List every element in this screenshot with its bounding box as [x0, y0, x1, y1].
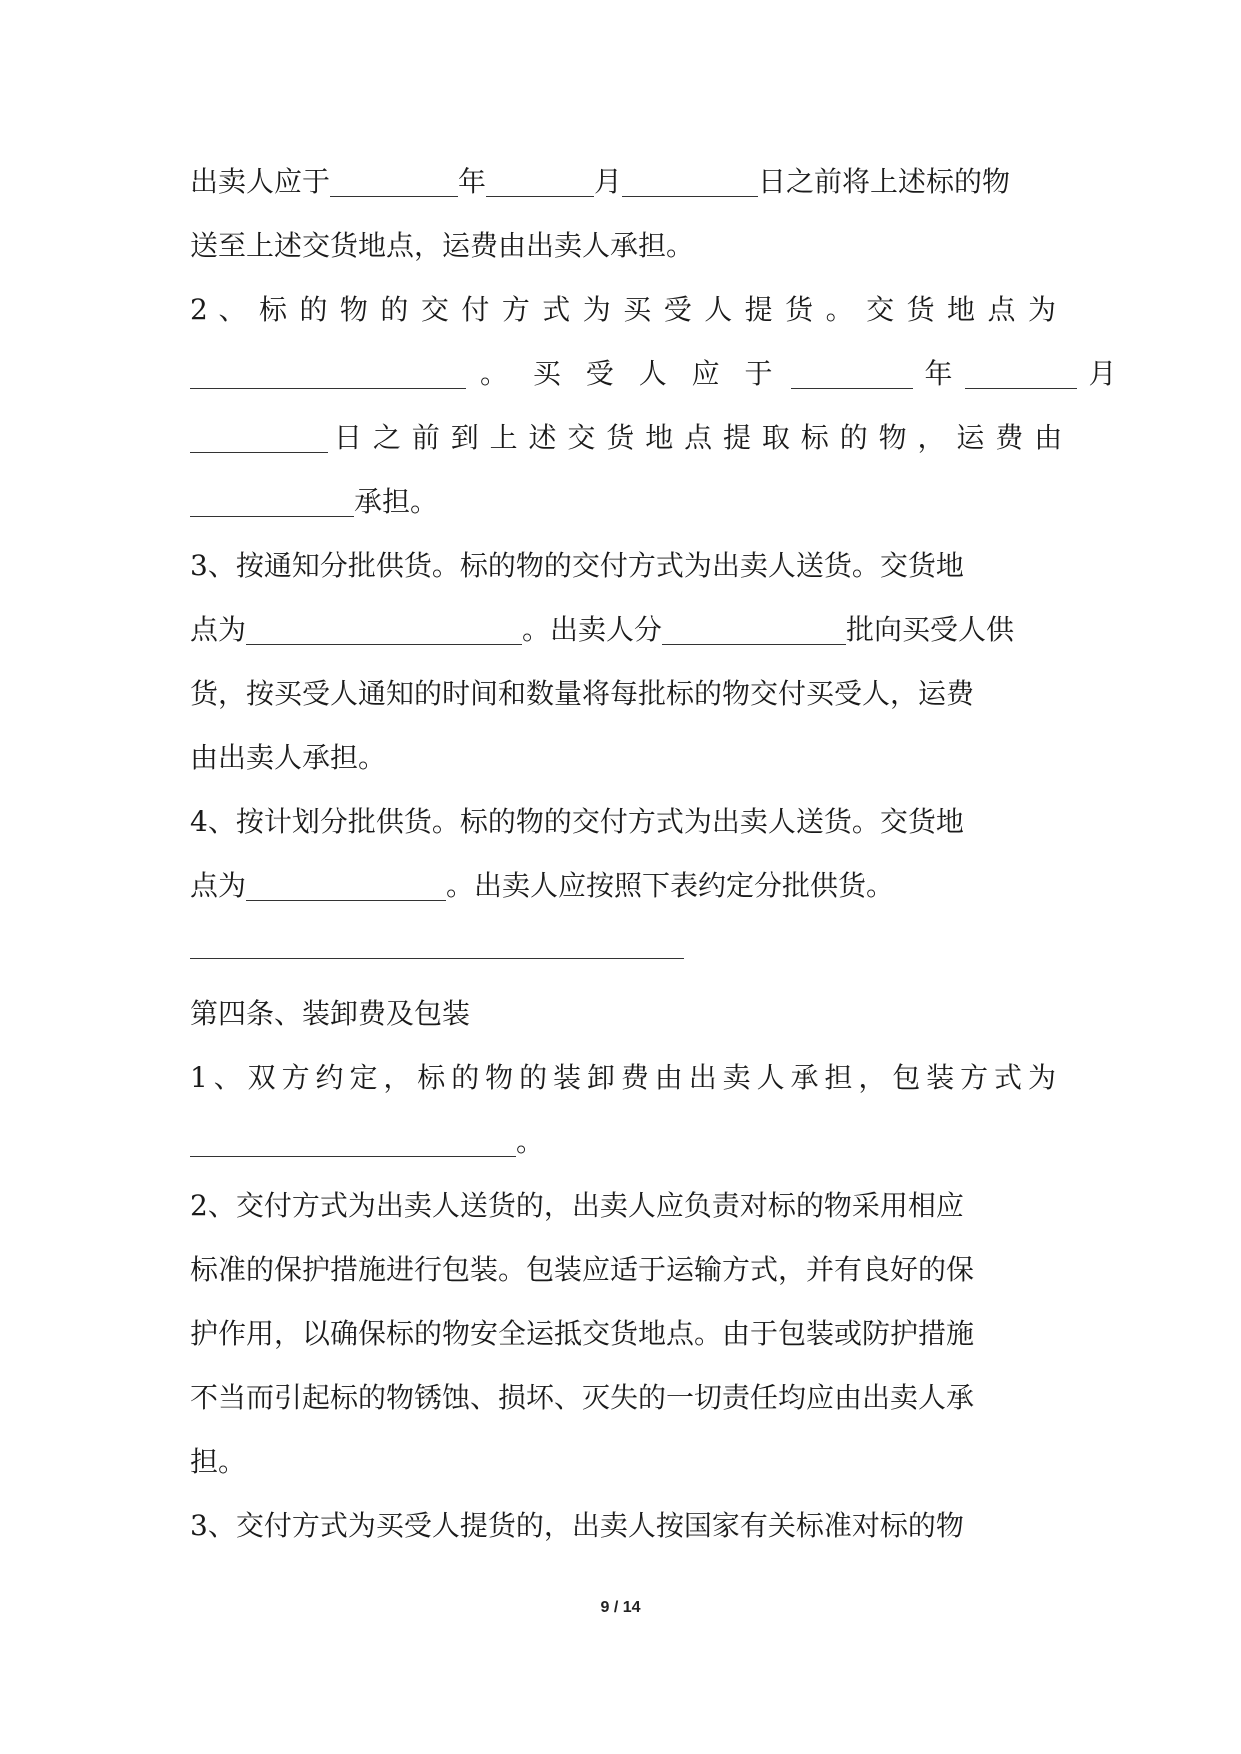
paragraph-line — [190, 854, 1056, 918]
text-run: 点为 — [190, 613, 247, 646]
blank-line — [246, 866, 446, 901]
text-run: 点为 — [190, 869, 247, 902]
text-run: 月 — [594, 165, 623, 198]
paragraph-line — [190, 1110, 1056, 1174]
paragraph-line — [190, 598, 1056, 662]
paragraph-line: 由出卖人承担。 — [190, 741, 387, 774]
blank-line — [190, 354, 466, 389]
blank-line — [662, 610, 846, 645]
blank-line — [965, 354, 1077, 389]
text-run: 年 — [924, 357, 953, 390]
blank-line — [791, 354, 913, 389]
blank-line — [246, 610, 522, 645]
blank-line — [622, 162, 758, 197]
paragraph-line: 担。 — [190, 1445, 247, 1478]
text-run: 出卖人应于 — [190, 165, 331, 198]
table-placeholder-line — [190, 918, 1056, 982]
text-run: 。出卖人分 — [522, 613, 663, 646]
paragraph-line: 1、双方约定，标的物的装卸费由出卖人承担，包装方式为 — [190, 1061, 1056, 1094]
horizontal-rule — [190, 958, 684, 959]
section-title: 第四条、装卸费及包装 — [190, 997, 471, 1030]
text-run: 。出卖人应按照下表约定分批供货。 — [446, 869, 895, 902]
blank-line — [330, 162, 458, 197]
paragraph-line — [190, 406, 1064, 470]
blank-line — [190, 482, 354, 517]
text-run: 日之前将上述标的物 — [758, 165, 1011, 198]
paragraph-line: 货，按买受人通知的时间和数量将每批标的物交付买受人，运费 — [190, 677, 975, 710]
text-run: 。 — [516, 1125, 545, 1158]
blank-line — [190, 418, 328, 453]
text-run: 批向买受人供 — [846, 613, 1015, 646]
paragraph-line — [190, 470, 1056, 534]
paragraph-line: 3、交付方式为买受人提货的，出卖人按国家有关标准对标的物 — [190, 1509, 964, 1542]
blank-line — [486, 162, 594, 197]
blank-line — [190, 1122, 516, 1157]
page-body — [190, 150, 1117, 1558]
paragraph-line: 4、按计划分批供货。标的物的交付方式为出卖人送货。交货地 — [190, 805, 964, 838]
text-run: 承担。 — [354, 485, 439, 518]
paragraph-line: 3、按通知分批供货。标的物的交付方式为出卖人送货。交货地 — [190, 549, 964, 582]
paragraph-line: 2 、 标 的 物 的 交 付 方 式 为 买 受 人 提 货 。 交 货 地 点 为 — [190, 293, 1056, 326]
paragraph-line — [190, 342, 1117, 406]
paragraph-line: 2、交付方式为出卖人送货的，出卖人应负责对标的物采用相应 — [190, 1189, 964, 1222]
page-number: 9 / 14 — [600, 1599, 641, 1616]
text-run: 年 — [458, 165, 487, 198]
paragraph-line: 不当而引起标的物锈蚀、损坏、灭失的一切责任均应由出卖人承 — [190, 1381, 975, 1414]
text-run: 日 之 前 到 上 述 交 货 地 点 提 取 标 的 物 ， 运 费 由 — [334, 421, 1064, 454]
paragraph-line — [190, 150, 1056, 214]
text-run: 月 — [1088, 357, 1117, 390]
paragraph-line: 送至上述交货地点，运费由出卖人承担。 — [190, 229, 695, 262]
paragraph-line: 护作用，以确保标的物安全运抵交货地点。由于包装或防护措施 — [190, 1317, 975, 1350]
text-run: 。 买 受 人 应 于 — [480, 357, 781, 390]
paragraph-line: 标准的保护措施进行包装。包装应适于运输方式，并有良好的保 — [190, 1253, 975, 1286]
